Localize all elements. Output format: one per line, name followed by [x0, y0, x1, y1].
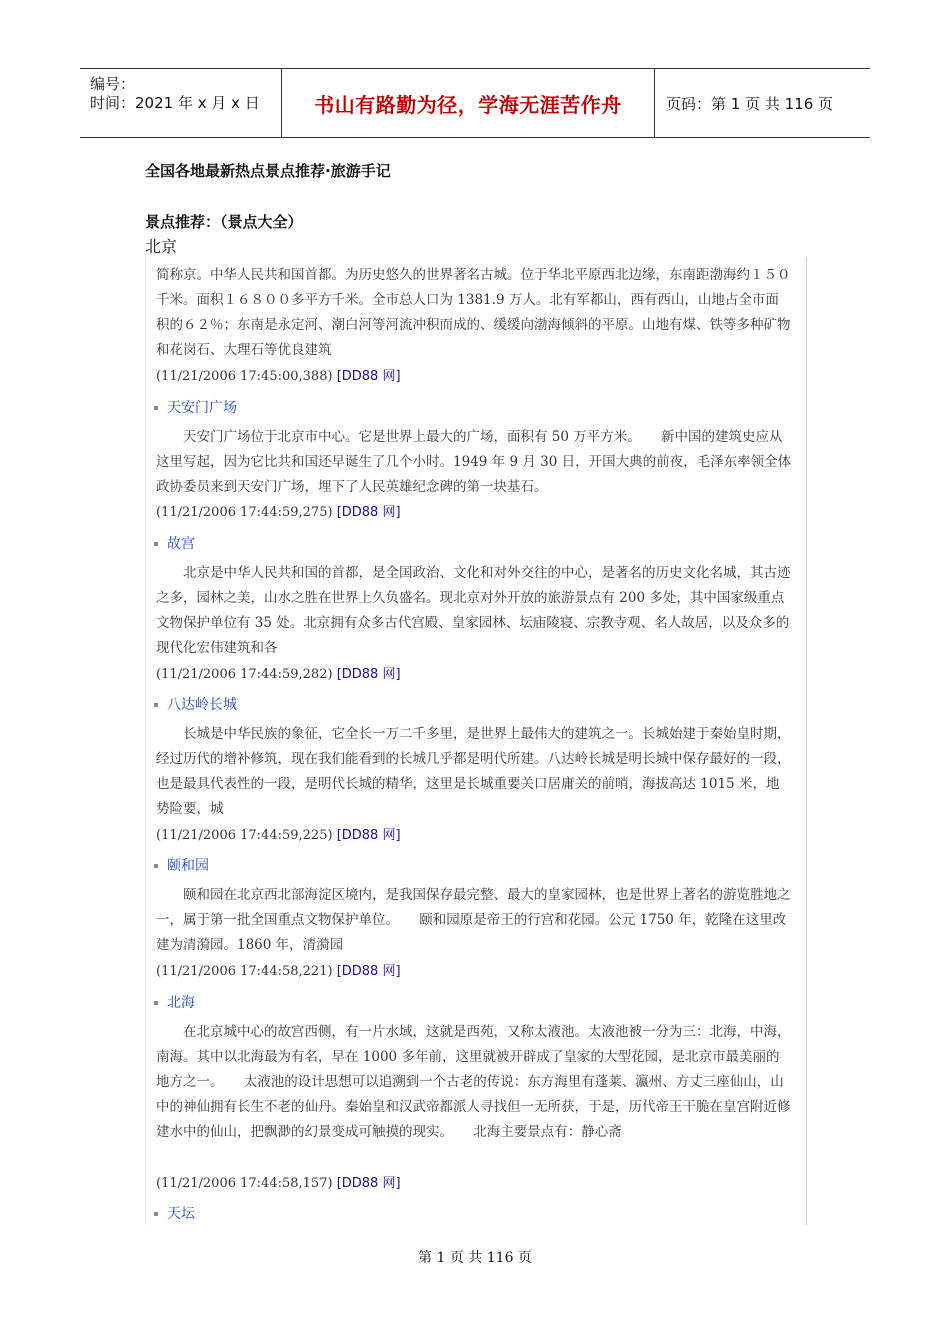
document-title: 全国各地最新热点景点推荐·旅游手记 [145, 162, 391, 180]
entry-timestamp-line [156, 663, 401, 682]
source-link[interactable]: [DD88 网] [336, 828, 401, 843]
entry-timestamp-line [156, 501, 401, 520]
entry-heading[interactable] [154, 855, 209, 875]
source-link[interactable]: [DD88 网] [336, 1176, 401, 1191]
timestamp: (11/21/2006 17:44:59,275) [156, 505, 333, 520]
content-panel [145, 257, 807, 1225]
entry-title-link[interactable]: 北海 [167, 995, 195, 1011]
number-label: 编号： [90, 75, 136, 93]
entry-heading[interactable] [154, 533, 195, 553]
entry-timestamp-line [156, 1172, 401, 1191]
entry-title-link[interactable]: 颐和园 [167, 858, 209, 874]
entry-title-link[interactable]: 天安门广场 [167, 400, 237, 416]
timestamp: (11/21/2006 17:45:00,388) [156, 369, 333, 384]
bullet-icon [154, 703, 158, 707]
entry-title-link[interactable]: 天坛 [167, 1206, 195, 1222]
timestamp: (11/21/2006 17:44:58,221) [156, 964, 333, 979]
source-link[interactable]: [DD88 网] [336, 505, 401, 520]
motto: 书山有路勤为径，学海无涯苦作舟 [314, 92, 622, 117]
entry-text: 北京是中华人民共和国的首都，是全国政治、文化和对外交往的中心，是著名的历史文化名城，其古迹之多，园林之美，山水之胜在世界上久负盛名。现北京对外开放的旅游景点有 200 多处，其中国家级重点文物保护单位有 35 处。北京拥有众多古代宫殿、皇家园林、坛庙陵寝、宗教寺观、名人故居，以及众多的现代化宏伟建筑和各 [156, 565, 791, 656]
source-link[interactable]: [DD88 网] [336, 964, 401, 979]
timestamp: (11/21/2006 17:44:59,225) [156, 828, 333, 843]
bullet-icon [154, 1212, 158, 1216]
source-link[interactable]: [DD88 网] [336, 667, 401, 682]
bullet-icon [154, 864, 158, 868]
entry-timestamp-line [156, 824, 401, 843]
entry-title-link[interactable]: 故宫 [167, 536, 195, 552]
header-page-cell [654, 69, 870, 137]
entry-text: 天安门广场位于北京市中心。它是世界上最大的广场，面积有 50 万平方米。 新中国的建筑史应从这里写起，因为它比共和国还早诞生了几个小时。1949 年 9 月 30 日，开国大典的前夜，毛泽东率领全体政协委员来到天安门广场，埋下了人民英雄纪念碑的第一块基石。 [156, 429, 792, 495]
bullet-icon [154, 406, 158, 410]
entry-heading[interactable] [154, 992, 195, 1012]
time-label: 时间：2021 年 x 月 x 日 [90, 94, 260, 112]
page-header [80, 68, 870, 138]
entry-text: 长城是中华民族的象征，它全长一万二千多里，是世界上最伟大的建筑之一。长城始建于秦始皇时期，经过历代的增补修筑，现在我们能看到的长城几乎都是明代所建。八达岭长城是明长城中保存最好的一段，也是最具代表性的一段，是明代长城的精华，这里是长城重要关口居庸关的前哨，海拔高达 1015 米，地势险要，城 [156, 726, 791, 817]
bullet-icon [154, 1001, 158, 1005]
intro-timestamp-line [156, 365, 401, 384]
entry-text: 颐和园在北京西北部海淀区境内，是我国保存最完整、最大的皇家园林，也是世界上著名的游览胜地之一，属于第一批全国重点文物保护单位。 颐和园原是帝王的行宫和花园。公元 1750 年，乾隆在这里改建为清漪园。1860 年，清漪园 [156, 887, 791, 953]
bullet-icon [154, 542, 158, 546]
intro-text: 简称京。中华人民共和国首都。为历史悠久的世界著名古城。位于华北平原西北边缘，东南距渤海约１５０千米。面积１６８００多平方千米。全市总人口为 1381.9 万人。北有军都山，西有西山，山地占全市面积的６２％；东南是永定河、潮白河等河流冲积而成的、缓缓向渤海倾斜的平原。山地有煤、铁等多种矿物和花岗石、大理石等优良建筑 [156, 267, 791, 358]
section-title: 景点推荐：（景点大全） [145, 213, 303, 231]
timestamp: (11/21/2006 17:44:59,282) [156, 667, 333, 682]
page-footer: 第 1 页 共 116 页 [418, 1250, 532, 1266]
source-link[interactable]: [DD88 网] [336, 369, 401, 384]
page-info: 页码：第 1 页 共 116 页 [666, 94, 834, 113]
timestamp: (11/21/2006 17:44:58,157) [156, 1176, 333, 1191]
header-meta-cell [80, 69, 280, 137]
entry-heading[interactable] [154, 694, 237, 714]
entry-heading[interactable] [154, 1203, 195, 1223]
entry-text: 在北京城中心的故宫西侧，有一片水域，这就是西苑，又称太液池。太液池被一分为三：北海，中海，南海。其中以北海最为有名，早在 1000 多年前，这里就被开辟成了皇家的大型花园，是北京市最美丽的地方之一。 太液池的设计思想可以追溯到一个古老的传说：东方海里有蓬莱、瀛州、方丈三座仙山，山中的神仙拥有长生不老的仙丹。秦始皇和汉武帝都派人寻找但一无所获，于是，历代帝王干脆在皇宫附近修建水中的仙山，把飘渺的幻景变成可触摸的现实。 北海主要景点有：静心斋 [156, 1024, 791, 1140]
entry-timestamp-line [156, 960, 401, 979]
entry-heading[interactable] [154, 397, 237, 417]
header-motto-cell [281, 69, 655, 137]
entry-title-link[interactable]: 八达岭长城 [167, 697, 237, 713]
city-title: 北京 [145, 237, 178, 256]
